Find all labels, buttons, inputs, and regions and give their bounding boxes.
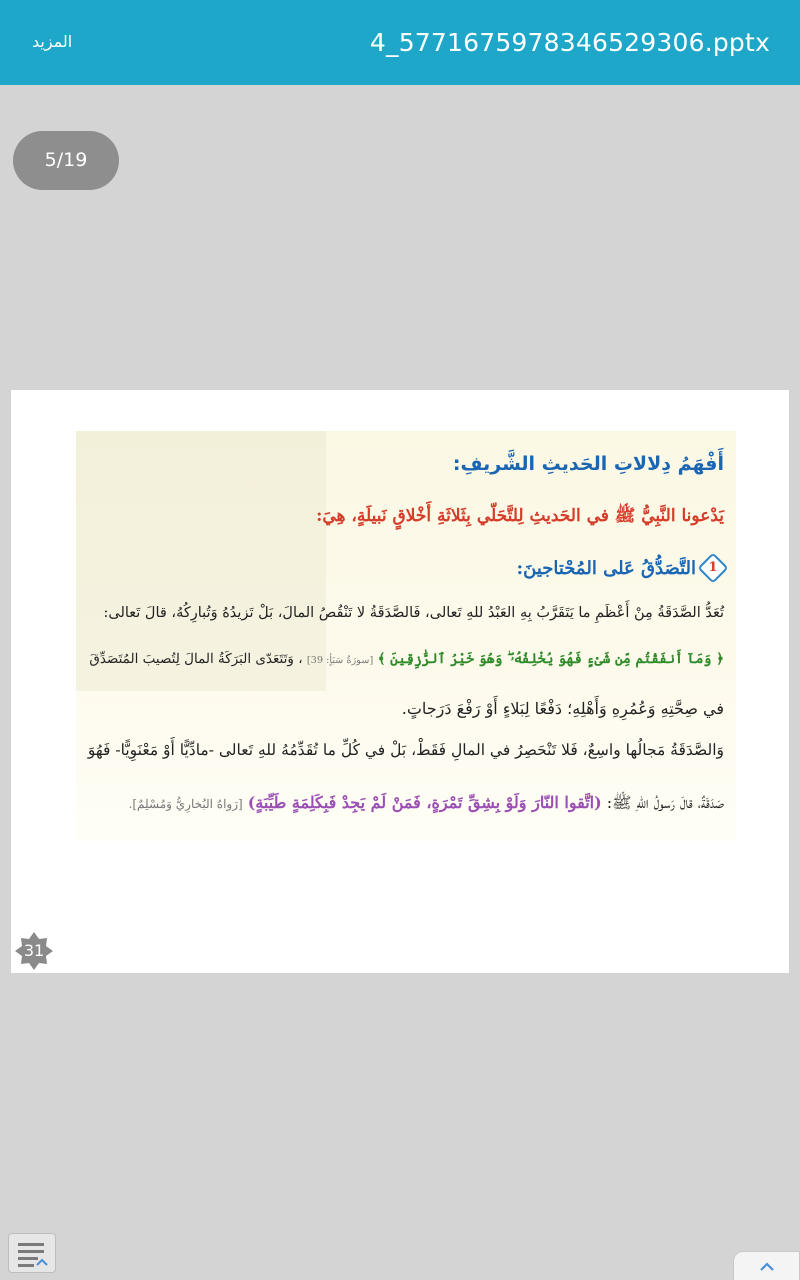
list-icon-line — [18, 1250, 44, 1253]
section-heading: أَفْهَمُ دِلالاتِ الحَديثِ الشَّريفِ: — [452, 453, 724, 475]
item-title-row — [516, 557, 724, 579]
page-indicator: 5/19 — [13, 131, 119, 190]
quran-reference: [سورَةُ سَبَأٍ: 39] — [306, 655, 374, 666]
slide-list-button[interactable] — [8, 1233, 56, 1273]
chevron-up-icon — [35, 1257, 49, 1267]
paragraph-line: تُعَدُّ الصَّدَقَةُ مِنْ أَعْظَمِ ما يَتَقَرَّبُ بِهِ العَبْدُ للهِ تَعالى، فَالصَّدَقَةُ لا تَنْقُصُ المالَ، بَلْ تَزيدُهُ وَتُبارِكُهُ، قالَ تَعالى: — [103, 605, 724, 621]
hadith-quote: (اتَّقوا النّارَ وَلَوْ بِشِقِّ تَمْرَةٍ، فَمَنْ لَمْ يَجِدْ فَبِكَلِمَةٍ طَيِّبَةٍ) — [247, 793, 602, 812]
page-number: 31 — [23, 941, 45, 960]
paragraph-line-quran — [89, 651, 724, 667]
slide-page-image — [76, 431, 736, 841]
number-badge-icon — [697, 552, 728, 583]
quran-verse: ﴿ وَمَآ أَنفَقْتُم مِّن شَىْءٍ فَهُوَ يُخْلِفُهُۥ ۖ وَهُوَ خَيْرُ ٱلرَّٰزِقِينَ ﴾ — [377, 651, 724, 667]
paragraph-text: صَدَقَةٌ، قالَ رَسولُ اللهِ ﷺ: — [601, 793, 724, 812]
intro-text: يَدْعونا النَّبِيُّ ﷺ في الحَديثِ لِلتَّحَلّي بِثَلاثَةِ أَخْلاقٍ نَبيلَةٍ، هِيَ: — [316, 506, 724, 526]
paragraph-text: ، وَتَتَعَدّى البَرَكَةُ المالَ لِتُصيبَ المُتَصَدِّقَ — [89, 651, 303, 667]
page-number-badge — [14, 931, 54, 971]
more-button[interactable]: المزيد — [32, 32, 73, 51]
list-icon — [18, 1243, 44, 1246]
chevron-up-icon — [759, 1261, 775, 1272]
app-bar — [0, 0, 800, 85]
item-title: التَّصَدُّقُ عَلى المُحْتاجينَ: — [516, 557, 696, 579]
expand-toolbar-button[interactable] — [733, 1251, 800, 1280]
document-title: 4_5771675978346529306.pptx — [369, 28, 770, 57]
paragraph-line: في صِحَّتِهِ وَعُمُرِهِ وَأَهْلِهِ؛ دَفْعًا لِبَلاءٍ أَوْ رَفْعَ دَرَجاتٍ. — [401, 699, 724, 718]
paragraph-line-hadith — [129, 793, 724, 816]
slide-canvas[interactable] — [11, 390, 789, 973]
hadith-reference: [رَواهُ البُخارِيُّ وَمُسْلِمٌ]. — [128, 797, 243, 811]
paragraph-line: وَالصَّدَقَةُ مَجالُها واسِعٌ، فَلا تَنْحَصِرُ في المالِ فَقَطْ، بَلْ في كُلِّ ما تُقَدِّمُهُ للهِ تَعالى -مادِّيًّا أَوْ مَعْنَوِيًّا- فَهُوَ — [87, 741, 724, 759]
list-icon-line — [18, 1264, 34, 1267]
item-number: 1 — [708, 560, 718, 575]
